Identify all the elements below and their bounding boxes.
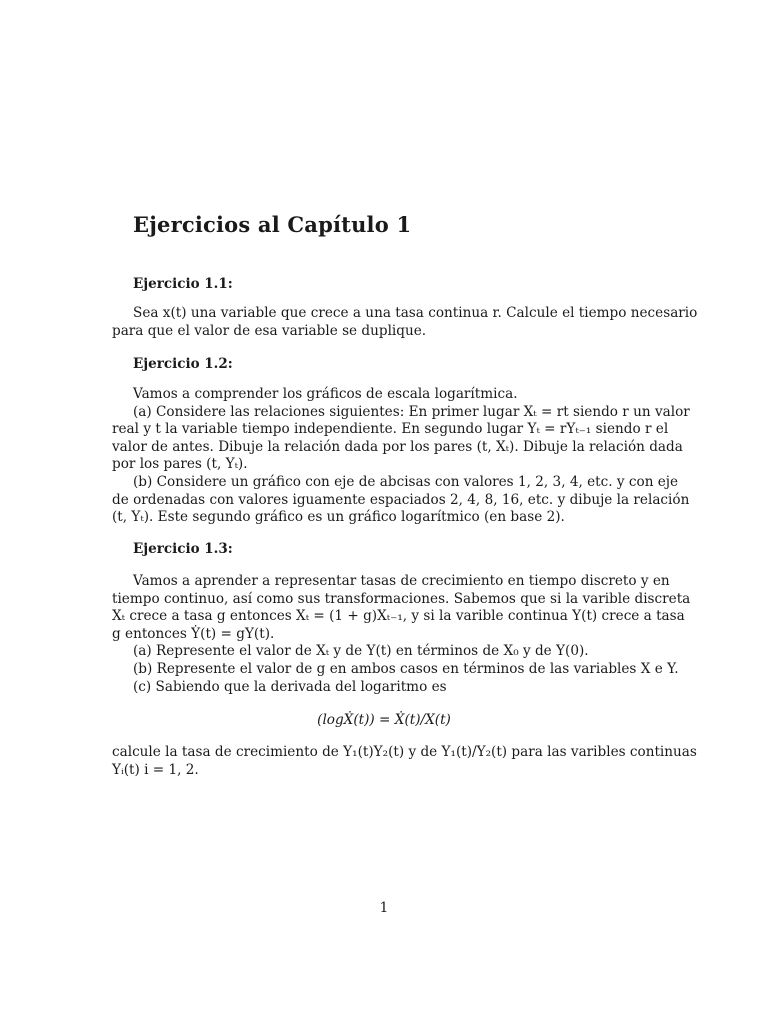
text-line: Yᵢ(t) i = 1, 2. <box>112 761 199 778</box>
text-line: Vamos a comprender los gráficos de escala logarítmica. <box>133 386 518 402</box>
text-line: por los pares (t, Yₜ). <box>112 456 248 473</box>
text-line: (b) Considere un gráfico con eje de abcisas con valores 1, 2, 3, 4, etc. y con eje <box>133 473 679 490</box>
exercise-1-1-text <box>112 305 698 340</box>
text-line: para que el valor de esa variable se duplique. <box>112 322 427 339</box>
text-line: Sea x(t) una variable que crece a una tasa continua r. Calcule el tiempo necesario <box>133 305 698 321</box>
chapter-title: Ejercicios al Capítulo 1 <box>133 212 412 237</box>
text-line: (t, Yₜ). Este segundo gráfico es un gráfico logarítmico (en base 2). <box>112 509 565 526</box>
page-number: 1 <box>379 900 389 916</box>
text-line: tiempo continuo, así como sus transformaciones. Sabemos que si la varible discreta <box>112 590 691 607</box>
text-line: real y t la variable tiempo independiente. En segundo lugar Yₜ = rYₜ₋₁ siendo r el <box>112 421 669 438</box>
exercise-1-3-heading: Ejercicio 1.3: <box>133 541 233 557</box>
text-line: (b) Represente el valor de g en ambos casos en términos de las variables X e Y. <box>133 660 679 677</box>
text-line: (a) Represente el valor de Xₜ y de Y(t) en términos de X₀ y de Y(0). <box>133 643 589 660</box>
text-line: Vamos a aprender a representar tasas de crecimiento en tiempo discreto y en <box>133 573 670 589</box>
exercise-1-3-text <box>112 573 691 696</box>
text-line: valor de antes. Dibuje la relación dada por los pares (t, Xₜ). Dibuje la relación dada <box>112 438 683 455</box>
exercise-1-3-closing <box>112 744 697 779</box>
text-line: (c) Sabiendo que la derivada del logaritmo es <box>133 678 447 695</box>
text-line: calcule la tasa de crecimiento de Y₁(t)Y₂(t) y de Y₁(t)/Y₂(t) para las varibles continuas <box>112 744 697 760</box>
derivative-equation: (logẊ(t)) = Ẋ(t)/X(t) <box>317 712 451 728</box>
exercise-1-2-heading: Ejercicio 1.2: <box>133 356 233 372</box>
text-line: de ordenadas con valores iguamente espaciados 2, 4, 8, 16, etc. y dibuje la relación <box>112 491 690 508</box>
text-line: g entonces Ẏ(t) = gY(t). <box>112 625 275 642</box>
text-line: Xₜ crece a tasa g entonces Xₜ = (1 + g)Xₜ₋₁, y si la varible continua Y(t) crece a tasa <box>112 608 685 625</box>
exercise-1-1-heading: Ejercicio 1.1: <box>133 276 233 292</box>
exercise-1-2-text <box>112 386 690 527</box>
text-line: (a) Considere las relaciones siguientes: En primer lugar Xₜ = rt siendo r un valor <box>133 403 690 420</box>
